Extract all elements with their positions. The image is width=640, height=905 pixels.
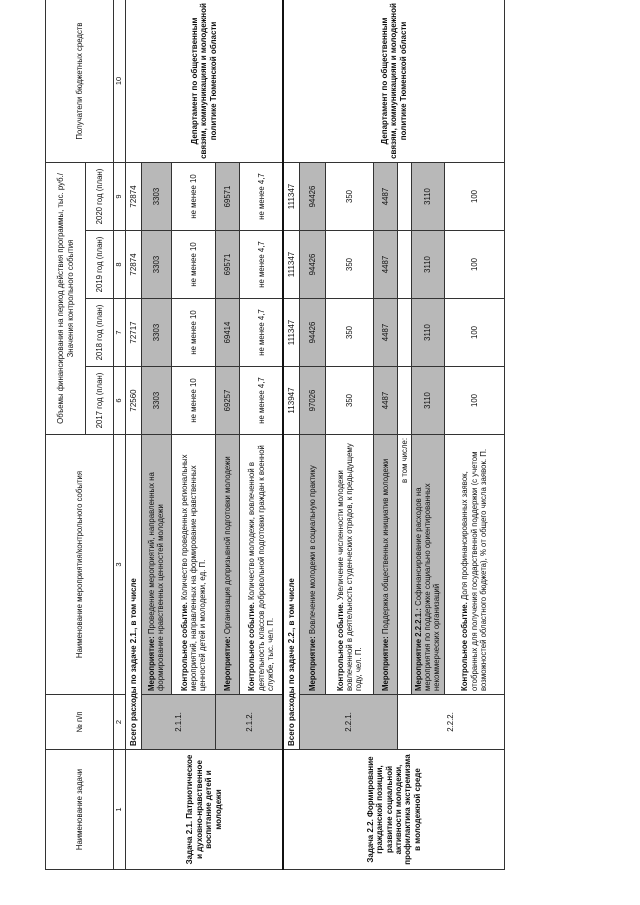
task-2-1-total-label: Всего расходы по задаче 2.1., в том числе [125, 435, 141, 750]
value-2020 [397, 163, 411, 231]
value-2018: 350 [325, 299, 373, 367]
index-cell: 2 [114, 695, 126, 750]
row-num: 2.2.1. [299, 695, 397, 750]
control-event-text: Контрольное событие. Количество проведенных региональных мероприятий, направленных на формирование нравственных ценностей детей и молодежи, ед. П. [171, 435, 215, 695]
header-event: Наименование мероприятия/контрольного события [46, 435, 114, 695]
value-2017: 3110 [412, 367, 445, 435]
task-2-2-total-2019: 111347 [283, 231, 299, 299]
header-recipients: Получатели бюджетных средств [46, 0, 114, 163]
task-2-2-total-label: Всего расходы по задаче 2.2., в том числе [283, 435, 299, 750]
value-2020: 94426 [299, 163, 325, 231]
value-2018: 4487 [373, 299, 397, 367]
control-event-text: Контрольное событие. Доля профинансированных заявок, отобранных для получения государственной поддержки (с учетом возможностей областного бюджета), % от общего числа заявок. П. [444, 435, 504, 695]
value-2020: 350 [325, 163, 373, 231]
value-2020: не менее 4,7 [239, 163, 283, 231]
control-event-text: Контрольное событие. Увеличение численности молодежи вовлеченной в деятельность студенческих отрядов, к предыдущему году, чел. П. [325, 435, 373, 695]
program-table [45, 0, 505, 870]
value-2019: 100 [444, 231, 504, 299]
header-financing: Объемы финансирования на период действия программы, тыс. руб./Значения контрольного события [46, 163, 86, 435]
header-year-2019: 2019 год (план) [86, 231, 114, 299]
event-text: Мероприятие: Организация допризывной подготовки молодежи [215, 435, 239, 695]
value-2019: 4487 [373, 231, 397, 299]
value-2018: 3303 [141, 299, 171, 367]
task-2-1-total-2019: 72874 [125, 231, 141, 299]
value-2018: 69414 [215, 299, 239, 367]
value-2019: не менее 10 [171, 231, 215, 299]
header-year-2018: 2018 год (план) [86, 299, 114, 367]
value-2018: 100 [444, 299, 504, 367]
header-year-2017: 2017 год (план) [86, 367, 114, 435]
value-2019: не менее 4,7 [239, 231, 283, 299]
task-2-1-name: Задача 2.1. Патриотическое и духовно-нравственное воспитание детей и молодежи [125, 750, 283, 870]
value-2019: 69571 [215, 231, 239, 299]
value-2017: не менее 10 [171, 367, 215, 435]
task-2-1-recipient: Департамент по общественным связям, коммуникациям и молодежной политике Тюменской области [125, 0, 283, 163]
row-num: 2.1.1. [141, 695, 215, 750]
task-2-1-total-2018: 72717 [125, 299, 141, 367]
value-2020: 69571 [215, 163, 239, 231]
task-2-2-total-2017: 113947 [283, 367, 299, 435]
task-2-1-total-2020: 72874 [125, 163, 141, 231]
task-2-2-total-2020: 111347 [283, 163, 299, 231]
value-2020: 3110 [412, 163, 445, 231]
value-2017 [397, 367, 411, 435]
row-num: 2.2.2. [397, 695, 504, 750]
value-2020: 3303 [141, 163, 171, 231]
index-cell: 10 [114, 0, 126, 163]
control-event-text: Контрольное событие. Количество молодежи, вовлеченной в деятельность классов добровольной подготовки граждан к военной службе, тыс. чел. П. [239, 435, 283, 695]
value-2017: 97026 [299, 367, 325, 435]
value-2017: 69257 [215, 367, 239, 435]
value-2019: 3303 [141, 231, 171, 299]
task-2-2-name: Задача 2.2. Формирование гражданской позиции, развитие социальной активности молодежи, профилактика экстремизма в молодежной среде [283, 750, 504, 870]
value-2019: 350 [325, 231, 373, 299]
task-2-1-total-2017: 72560 [125, 367, 141, 435]
value-2019: 3110 [412, 231, 445, 299]
value-2018: 94426 [299, 299, 325, 367]
event-text: Мероприятие: Вовлечение молодежи в социальную практику [299, 435, 325, 695]
index-cell: 6 [114, 367, 126, 435]
index-cell: 8 [114, 231, 126, 299]
task-2-2-total-2018: 111347 [283, 299, 299, 367]
index-cell: 3 [114, 435, 126, 695]
row-num: 2.1.2. [215, 695, 283, 750]
including-label: в том числе: [397, 435, 411, 695]
value-2017: 4487 [373, 367, 397, 435]
value-2018: не менее 4,7 [239, 299, 283, 367]
value-2020: не менее 10 [171, 163, 215, 231]
value-2020: 4487 [373, 163, 397, 231]
value-2019: 94426 [299, 231, 325, 299]
event-text: Мероприятие 2.2.2.1.: Софинансирование расходов на мероприятия по поддержке социально ориентированных некоммерческих организаций [412, 435, 445, 695]
value-2019 [397, 231, 411, 299]
value-2018: не менее 10 [171, 299, 215, 367]
index-cell: 9 [114, 163, 126, 231]
index-cell: 7 [114, 299, 126, 367]
header-task: Наименование задачи [46, 750, 114, 870]
event-text: Мероприятие: Проведение мероприятий, направленных на формирование нравственных ценностей молодежи [141, 435, 171, 695]
value-2018 [397, 299, 411, 367]
event-text: Мероприятие: Поддержка общественных инициатив молодежи [373, 435, 397, 695]
rotated-document-sheet [45, 0, 605, 870]
value-2017: не менее 4,7 [239, 367, 283, 435]
value-2017: 100 [444, 367, 504, 435]
header-year-2020: 2020 год (план) [86, 163, 114, 231]
value-2017: 350 [325, 367, 373, 435]
task-2-2-recipient: Департамент по общественным связям, коммуникациям и молодежной политике Тюменской области [283, 0, 504, 163]
value-2017: 3303 [141, 367, 171, 435]
value-2020: 100 [444, 163, 504, 231]
header-num: № п/п [46, 695, 114, 750]
index-cell: 1 [114, 750, 126, 870]
value-2018: 3110 [412, 299, 445, 367]
